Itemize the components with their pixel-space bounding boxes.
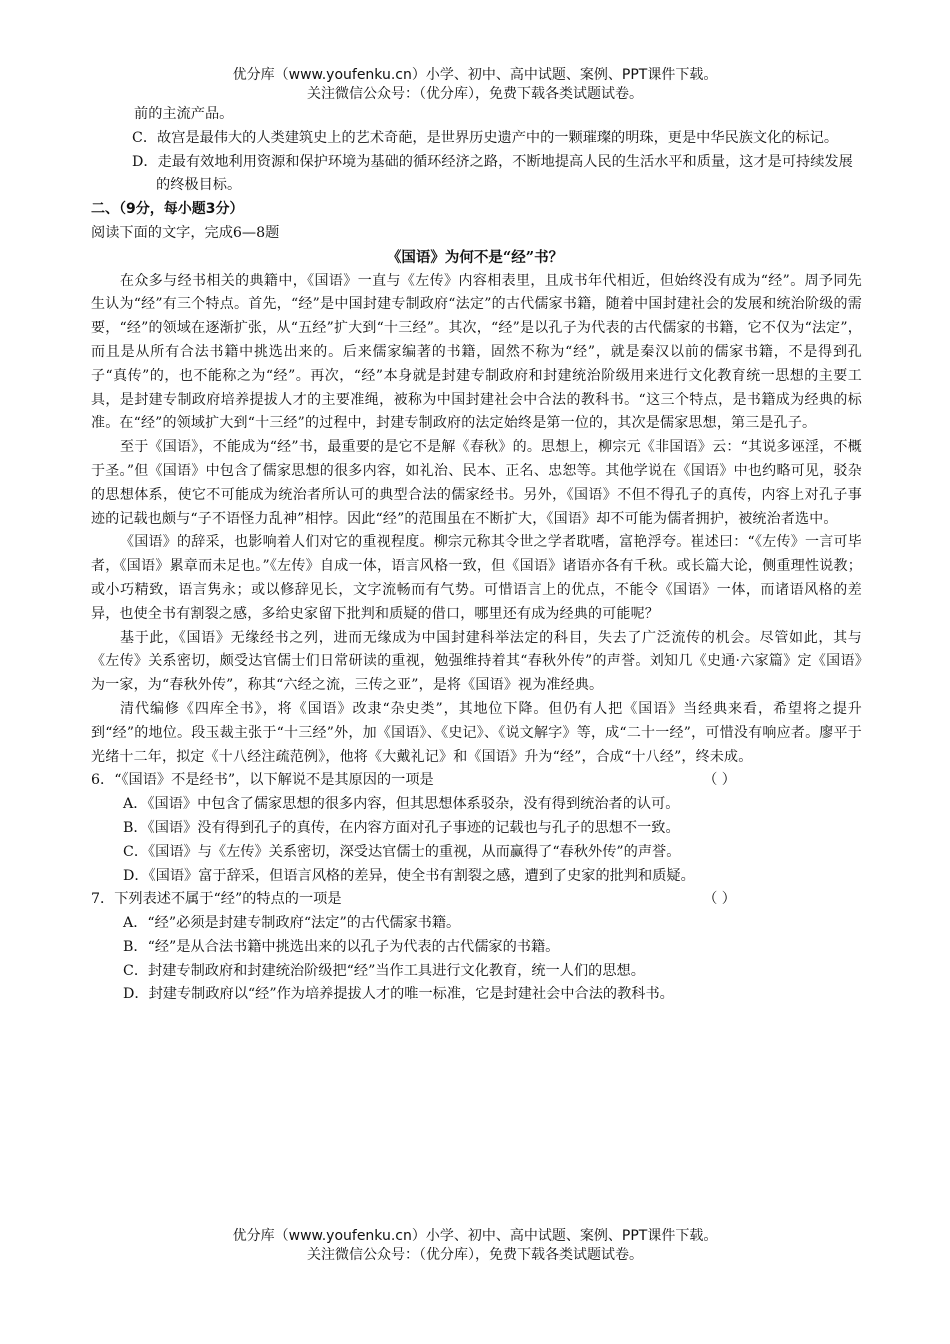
header-line-2: 关注微信公众号：（优分库），免费下载各类试题试卷。 (307, 86, 643, 102)
question-6-option-a: A．《国语》中包含了儒家思想的很多内容，但其思想体系驳杂，没有得到统治者的认可。 (123, 796, 680, 813)
footer-line-1: 优分库（www.youfenku.cn）小学、初中、高中试题、案例、PPT课件下载。 (232, 1228, 718, 1244)
question-6-stem: 6．“《国语》不是经书”，以下解说不是其原因的一项是 (91, 772, 434, 789)
prev-option-b-tail: 前的主流产品。 (134, 106, 234, 122)
page-header (0, 66, 950, 104)
article-paragraph: 基于此，《国语》无缘经书之列，进而无缘成为中国封建科举法定的科目，失去了广泛流传的机会。尽管如此，其与《左传》关系密切，颇受达官儒士们日常研读的重视，勉强维持着其“春秋外传”的声誉。刘知几《史通·六家篇》定《国语》为一家，为“春秋外传”，称其“六经之流，三传之亚”，是将《国语》视为准经典。 (91, 629, 862, 694)
article-paragraph: 至于《国语》，不能成为“经”书，最重要的是它不是解《春秋》的。思想上，柳宗元《非国语》云：“其说多诬淫，不概于圣。”但《国语》中包含了儒家思想的很多内容，如礼治、民本、正名、忠恕等。其他学说在《国语》中也约略可见，驳杂的思想体系，使它不可能成为统治者所认可的典型合法的儒家经书。另外，《国语》不但不得孔子的真传，内容上对孔子事迹的记载也颇与“子不语怪力乱神”相悖。因此“经”的范围虽在不断扩大，《国语》却不可能为儒者拥护，被统治者选中。 (91, 439, 862, 527)
section-title: 二、（9分，每小题3分） (91, 201, 244, 218)
question-6-answer-blank: （ ） (703, 772, 736, 789)
question-7 (0, 888, 950, 912)
prev-option-c: C．故宫是最伟大的人类建筑史上的艺术奇葩，是世界历史遗产中的一颗璀璨的明珠，更是中华民族文化的标记。 (132, 129, 839, 146)
question-7-answer-blank: （ ） (703, 891, 736, 908)
question-7-option-d: D．封建专制政府以“经”作为培养提拔人才的唯一标准，它是封建社会中合法的教科书。 (123, 986, 674, 1003)
question-6-option-b: B．《国语》没有得到孔子的真传，在内容方面对孔子事迹的记载也与孔子的思想不一致。 (123, 819, 680, 836)
question-6-option-c: C．《国语》与《左传》关系密切，深受达官儒士的重视，从而赢得了“春秋外传”的声誉。 (123, 843, 681, 860)
page-footer (0, 1227, 950, 1265)
article-title: 《国语》为何不是“经”书？ (386, 248, 564, 266)
question-6 (0, 769, 950, 793)
question-7-option-b: B．“经”是从合法书籍中挑选出来的以孔子为代表的古代儒家的书籍。 (123, 938, 560, 955)
question-7-option-a: A．“经”必须是封建专制政府“法定”的古代儒家书籍。 (123, 915, 461, 932)
article-paragraph: 在众多与经书相关的典籍中，《国语》一直与《左传》内容相表里，且成书年代相近，但始终没有成为“经”。周予同先生认为“经”有三个特点。首先，“经”是中国封建专制政府“法定”的古代儒家书籍，随着中国封建社会的发展和统治阶级的需要，“经”的领域在逐渐扩张，从“五经”扩大到“十三经”。其次，“经”是以孔子为代表的古代儒家的书籍，它不仅为“法定”，而且是从所有合法书籍中挑选出来的。后来儒家编著的书籍，固然不称为“经”，就是秦汉以前的儒家书籍，不是得到孔子“真传”的，也不能称之为“经”。再次，“经”本身就是封建专制政府和封建统治阶级用来进行文化教育统一思想的主要工具，是封建专制政府培养提拔人才的主要准绳，被称为中国封建社会中合法的教科书。“这三个特点，是书籍成为经典的标准。在“经”的领域扩大到“十三经”的过程中，封建专制政府的法定始终是第一位的，其次是儒家思想，第三是孔子。 (91, 272, 862, 432)
question-7-option-c: C．封建专制政府和封建统治阶级把“经”当作工具进行文化教育，统一人们的思想。 (123, 962, 645, 979)
question-7-stem: 7．下列表述不属于“经”的特点的一项是 (91, 891, 342, 908)
article-paragraph: 清代编修《四库全书》，将《国语》改隶“杂史类”，其地位下降。但仍有人把《国语》当经典来看，希望将之提升到“经”的地位。段玉裁主张于“十三经”外，加《国语》、《史记》、《说文解字》等，成“二十一经”，可惜没有响应者。廖平于光绪十二年，拟定《十八经注疏范例》，他将《大戴礼记》和《国语》升为“经”，合成“十八经”，终未成。 (91, 700, 862, 765)
prev-option-d: D．走最有效地利用资源和保护环境为基础的循环经济之路，不断地提高人民的生活水平和质量，这才是可持续发展的终极目标。 (132, 153, 853, 194)
section-instruction: 阅读下面的文字，完成6—8题 (91, 224, 280, 241)
page-content (0, 103, 950, 1007)
footer-line-2: 关注微信公众号：（优分库），免费下载各类试题试卷。 (307, 1247, 643, 1263)
article-paragraph: 《国语》的辞采，也影响着人们对它的重视程度。柳宗元称其令世之学者耽嗜，富艳浮夸。崔述曰：“《左传》一言可毕者，《国语》累章而未足也。”《左传》自成一体，语言风格一致，但《国语》诸语亦各有千秋。或长篇大论，侧重理性说教；或小巧精致，语言隽永；或以修辞见长，文字流畅而有气势。可惜语言上的优点，不能令《国语》一体，而诸语风格的差异，也使全书有割裂之感，多给史家留下批判和质疑的借口，哪里还有成为经典的可能呢？ (91, 534, 862, 622)
question-6-option-d: D．《国语》富于辞采，但语言风格的差异，使全书有割裂之感，遭到了史家的批判和质疑。 (123, 867, 695, 884)
header-line-1: 优分库（www.youfenku.cn）小学、初中、高中试题、案例、PPT课件下载。 (232, 67, 718, 83)
